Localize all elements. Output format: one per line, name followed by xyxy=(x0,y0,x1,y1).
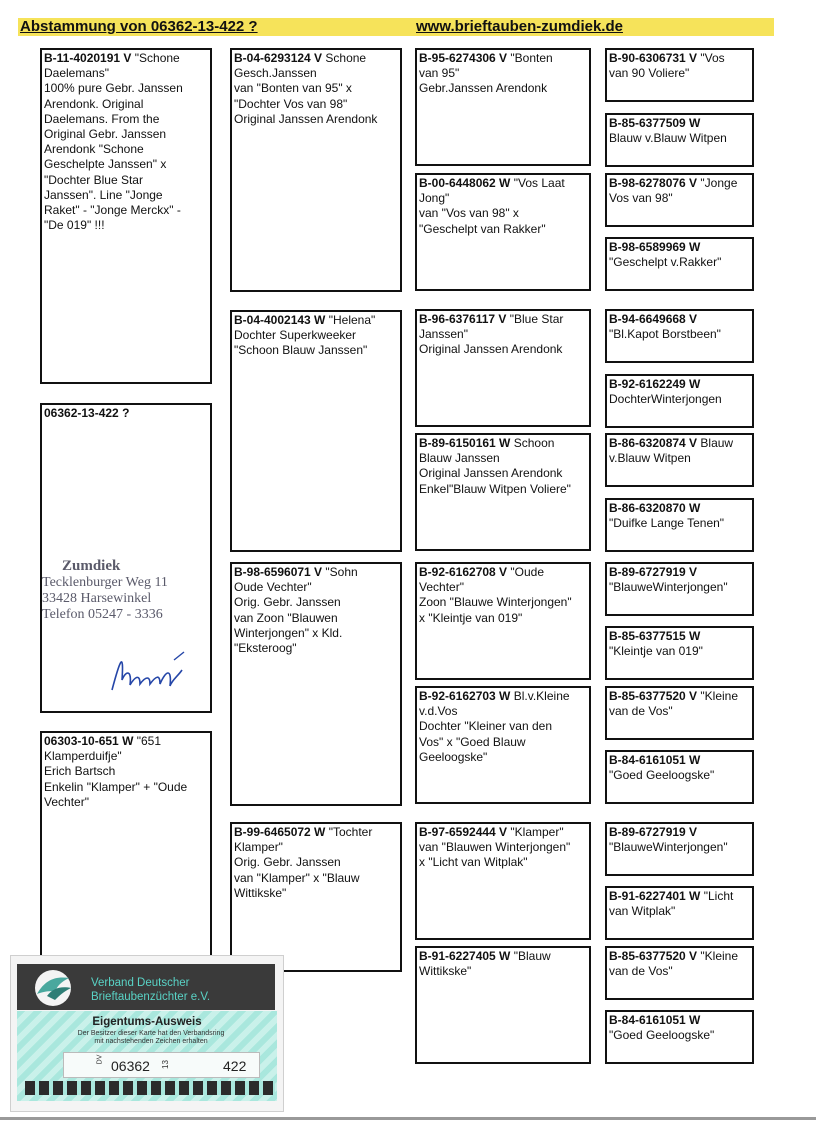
gen5-box xyxy=(605,822,754,876)
gen3-line: "Eksteroog" xyxy=(234,641,297,656)
gen5-line: "Kleine xyxy=(700,949,739,963)
gen5-line: van de Vos" xyxy=(609,704,673,719)
breeder-street: Tecklenburger Weg 11 xyxy=(42,575,168,590)
gen5-box xyxy=(605,1010,754,1064)
gen5-line: "Licht xyxy=(703,889,734,903)
gen5-box xyxy=(605,562,754,616)
gen4-line: Janssen" xyxy=(419,327,468,342)
ownership-card xyxy=(10,955,284,1112)
gen5-box xyxy=(605,237,754,291)
gen4-ring: B-92-6162708 V xyxy=(419,565,508,579)
card-year: 13 xyxy=(160,1060,170,1069)
gen3-line: "Dochter Vos van 98" xyxy=(234,96,348,111)
gen5-ring: B-86-6320874 V xyxy=(609,436,698,450)
breeder-name: Zumdiek xyxy=(62,558,121,574)
gen5-line: "Kleine xyxy=(700,689,739,703)
gen4-line: "Vos Laat xyxy=(513,176,565,190)
gen5-line: DochterWinterjongen xyxy=(609,392,722,407)
dam-line: Enkelin "Klamper" + "Oude xyxy=(44,779,188,794)
gen5-ring: B-92-6162249 W xyxy=(609,377,701,391)
sire-line: Original Gebr. Janssen xyxy=(44,127,167,142)
gen5-ring: B-98-6278076 V xyxy=(609,176,698,190)
sire-line: "De 019" !!! xyxy=(44,218,105,233)
sire-box xyxy=(40,48,212,384)
gen5-line: v.Blauw Witpen xyxy=(609,451,691,466)
gen5-box xyxy=(605,433,754,487)
gen5-line: van 90 Voliere" xyxy=(609,66,690,81)
gen5-box xyxy=(605,686,754,740)
gen3-line: "Sohn xyxy=(325,565,358,579)
gen4-line: Geeloogske" xyxy=(419,749,488,764)
gen5-box xyxy=(605,48,754,102)
gen3-line: "Tochter xyxy=(328,825,373,839)
gen3-line: van "Klamper" x "Blauw xyxy=(234,870,360,885)
gen4-box xyxy=(415,173,591,291)
gen4-box xyxy=(415,48,591,166)
gen4-ring: B-95-6274306 V xyxy=(419,51,508,65)
page-header xyxy=(18,18,774,36)
gen4-line: "Klamper" xyxy=(510,825,564,839)
gen5-line: "BlauweWinterjongen" xyxy=(609,840,728,855)
gen5-box xyxy=(605,626,754,680)
gen5-ring: B-85-6377520 V xyxy=(609,949,698,963)
gen5-line: "BlauweWinterjongen" xyxy=(609,580,728,595)
gen5-line: "Goed Geeloogske" xyxy=(609,768,715,783)
gen5-line: "Kleintje van 019" xyxy=(609,644,703,659)
gen4-line: x "Kleintje van 019" xyxy=(419,610,523,625)
gen4-line: Bl.v.Kleine xyxy=(513,689,570,703)
gen4-box xyxy=(415,433,591,551)
notice-line-2: mit nachstehenden Zeichen erhalten xyxy=(94,1038,208,1045)
gen5-line: "Vos xyxy=(700,51,725,65)
sire-line: "Dochter Blue Star xyxy=(44,172,143,187)
gen3-ring: B-04-6293124 V xyxy=(234,51,323,65)
gen5-line: "Geschelpt v.Rakker" xyxy=(609,255,722,270)
gen3-ring: B-99-6465072 W xyxy=(234,825,326,839)
gen5-line: Vos van 98" xyxy=(609,191,673,206)
gen4-line: Wittikske" xyxy=(419,964,472,979)
gen5-box xyxy=(605,309,754,363)
gen3-line: Klamper" xyxy=(234,840,283,855)
gen4-line: "Blauw xyxy=(513,949,551,963)
gen5-box xyxy=(605,173,754,227)
gen3-line: Orig. Gebr. Janssen xyxy=(234,595,341,610)
gen4-line: "Geschelpt van Rakker" xyxy=(419,221,546,236)
sire-line: Raket" - "Jonge Merckx" - xyxy=(44,203,181,218)
gen4-ring: B-91-6227405 W xyxy=(419,949,511,963)
gen4-ring: B-89-6150161 W xyxy=(419,436,511,450)
gen5-line: van de Vos" xyxy=(609,964,673,979)
gen4-ring: B-00-6448062 W xyxy=(419,176,511,190)
gen3-line: Schone xyxy=(325,51,367,65)
signature-image xyxy=(100,640,190,700)
gen5-box xyxy=(605,374,754,428)
gen5-ring: B-86-6320870 W xyxy=(609,501,701,515)
gen5-ring: B-94-6649668 V xyxy=(609,312,698,326)
org-line-1: Verband Deutscher xyxy=(91,977,190,989)
gen5-line: Blauw xyxy=(700,436,734,450)
gen4-line: Vos" x "Goed Blauw xyxy=(419,734,526,749)
subject-ring: 06362-13-422 ? xyxy=(44,406,130,420)
sire-line: "Schone Daelemans" xyxy=(44,51,180,81)
card-title: Eigentums-Ausweis xyxy=(92,1016,202,1028)
gen4-line: van "Blauwen Winterjongen" xyxy=(419,840,571,855)
gen4-ring: B-96-6376117 V xyxy=(419,312,507,326)
gen4-line: x "Licht van Witplak" xyxy=(419,855,528,870)
gen3-line: Orig. Gebr. Janssen xyxy=(234,855,341,870)
gen4-box xyxy=(415,686,591,804)
gen3-box xyxy=(230,562,402,806)
card-notice xyxy=(51,1030,251,1046)
gen5-ring: B-90-6306731 V xyxy=(609,51,698,65)
gen5-ring: B-98-6589969 W xyxy=(609,240,701,254)
gen3-line: "Schoon Blauw Janssen" xyxy=(234,343,368,358)
gen4-ring: B-97-6592444 V xyxy=(419,825,508,839)
gen3-box xyxy=(230,822,402,972)
gen5-box xyxy=(605,750,754,804)
gen5-ring: B-89-6727919 V xyxy=(609,565,698,579)
breeder-city: 33428 Harsewinkel xyxy=(42,591,152,606)
gen5-line: Blauw v.Blauw Witpen xyxy=(609,131,727,146)
gen4-ring: B-92-6162703 W xyxy=(419,689,511,703)
card-organization xyxy=(91,976,210,1004)
gen4-box xyxy=(415,309,591,427)
sire-line: 100% pure Gebr. Janssen xyxy=(44,81,183,96)
gen5-ring: B-84-6161051 W xyxy=(609,753,701,767)
gen5-ring: B-84-6161051 W xyxy=(609,1013,701,1027)
dam-box xyxy=(40,731,212,961)
pigeon-logo-icon xyxy=(25,968,81,1008)
gen3-line: van "Bonten van 95" x xyxy=(234,81,352,96)
gen4-box xyxy=(415,822,591,940)
gen3-line: Wittikske" xyxy=(234,885,287,900)
gen5-box xyxy=(605,886,754,940)
gen4-line: Blauw Janssen xyxy=(419,451,500,466)
breeder-phone: Telefon 05247 - 3336 xyxy=(42,607,163,622)
sire-line: Geschelpte Janssen" x xyxy=(44,157,167,172)
card-club-number: 06362 xyxy=(111,1058,150,1074)
gen5-line: "Jonge xyxy=(700,176,738,190)
gen4-line: Dochter "Kleiner van den xyxy=(419,719,553,734)
gen4-line: van "Vos van 98" x xyxy=(419,206,519,221)
gen4-line: Original Janssen Arendonk xyxy=(419,466,563,481)
gen4-line: Original Janssen Arendonk xyxy=(419,342,563,357)
page-bottom-edge xyxy=(0,1117,816,1120)
gen3-line: Dochter Superkweeker xyxy=(234,328,357,343)
gen5-ring: B-85-6377509 W xyxy=(609,116,701,130)
gen5-line: "Goed Geeloogske" xyxy=(609,1028,715,1043)
gen4-line: "Bonten xyxy=(510,51,553,65)
gen3-line: van Zoon "Blauwen xyxy=(234,610,338,625)
gen5-ring: B-89-6727919 V xyxy=(609,825,698,839)
gen5-box xyxy=(605,113,754,167)
gen4-line: v.d.Vos xyxy=(419,704,458,719)
gen5-box xyxy=(605,498,754,552)
gen4-line: Schoon xyxy=(513,436,555,450)
gen3-line: "Helena" xyxy=(328,313,376,327)
dam-ring: 06303-10-651 W xyxy=(44,734,134,748)
gen5-line: van Witplak" xyxy=(609,904,676,919)
card-prefix: DV xyxy=(96,1054,104,1065)
notice-line-1: Der Besitzer dieser Karte hat den Verbandsring xyxy=(77,1030,225,1037)
dam-line: Erich Bartsch xyxy=(44,764,116,779)
gen4-line: Enkel"Blauw Witpen Voliere" xyxy=(419,481,571,496)
gen5-ring: B-91-6227401 W xyxy=(609,889,701,903)
gen4-line: Gebr.Janssen Arendonk xyxy=(419,81,548,96)
gen4-box xyxy=(415,562,591,680)
gen5-line: "Duifke Lange Tenen" xyxy=(609,516,725,531)
gen4-line: "Oude xyxy=(510,565,545,579)
dam-line: Klamperduifje" xyxy=(44,749,122,764)
gen4-line: "Blue Star xyxy=(509,312,564,326)
card-bottom-pattern xyxy=(25,1081,275,1095)
card-ring-number: 422 xyxy=(223,1058,247,1074)
gen5-line: "Bl.Kapot Borstbeen" xyxy=(609,327,721,342)
gen3-line: Gesch.Janssen xyxy=(234,66,317,81)
gen4-line: Zoon "Blauwe Winterjongen" xyxy=(419,595,572,610)
breeder-stamp xyxy=(42,558,202,623)
sire-line: Janssen". Line "Jonge xyxy=(44,187,163,202)
gen3-line: Original Janssen Arendonk xyxy=(234,111,378,126)
sire-line: Arendonk "Schone xyxy=(44,142,144,157)
gen3-ring: B-04-4002143 W xyxy=(234,313,326,327)
gen3-line: Winterjongen" x Kld. xyxy=(234,625,343,640)
pedigree-title: Abstammung von 06362-13-422 ? xyxy=(20,18,258,35)
gen3-box xyxy=(230,310,402,552)
org-line-2: Brieftaubenzüchter e.V. xyxy=(91,991,211,1003)
gen5-ring: B-85-6377520 V xyxy=(609,689,698,703)
gen3-box xyxy=(230,48,402,292)
sire-line: Daelemans. From the xyxy=(44,111,160,126)
gen4-line: Vechter" xyxy=(419,580,464,595)
sire-ring: B-11-4020191 V xyxy=(44,51,132,65)
dam-line: "651 xyxy=(136,734,162,748)
website-link[interactable]: www.brieftauben-zumdiek.de xyxy=(416,18,623,35)
gen4-line: Jong" xyxy=(419,191,450,206)
gen4-box xyxy=(415,946,591,1064)
dam-line: Vechter" xyxy=(44,794,89,809)
gen3-ring: B-98-6596071 V xyxy=(234,565,323,579)
gen4-line: van 95" xyxy=(419,66,460,81)
sire-line: Arendonk. Original xyxy=(44,96,144,111)
gen5-box xyxy=(605,946,754,1000)
gen3-line: Oude Vechter" xyxy=(234,580,312,595)
gen5-ring: B-85-6377515 W xyxy=(609,629,701,643)
